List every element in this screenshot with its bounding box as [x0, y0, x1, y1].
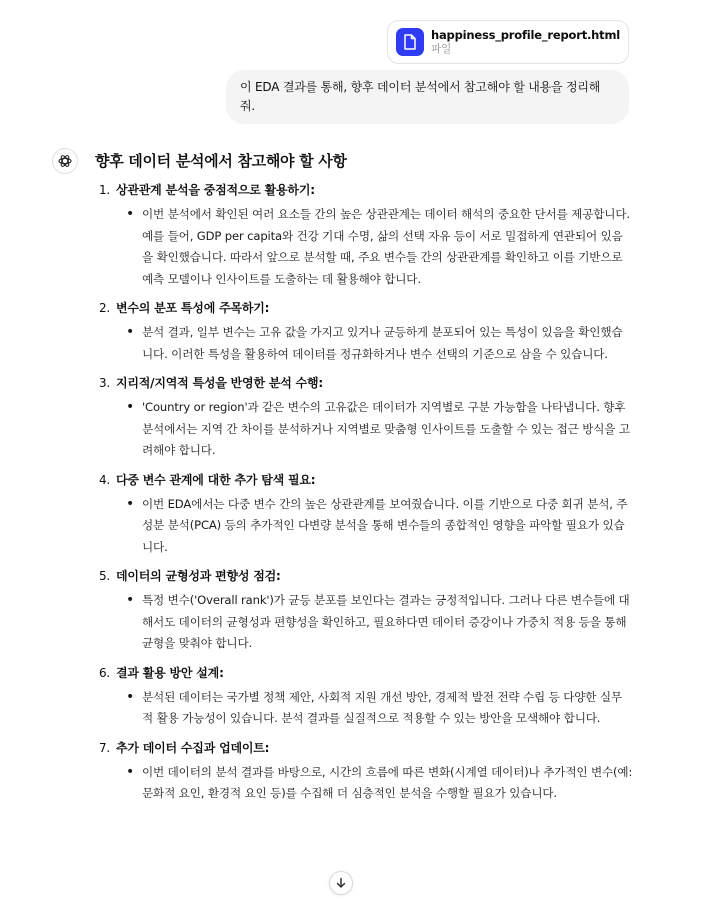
document-icon	[396, 28, 424, 56]
section-title	[95, 298, 633, 318]
section-number: 2.	[98, 301, 110, 315]
bullet-text: 분석된 데이터는 국가별 정책 제안, 사회적 지원 개선 방안, 경제적 발전 전략 수립 등 다양한 실무적 활용 가능성이 있습니다. 분석 결과를 실질적으로 적용할 수 있는 방안을 모색해야 합니다.	[142, 689, 622, 725]
section-number: 4.	[98, 472, 110, 487]
section-title	[95, 373, 633, 393]
user-message-bubble	[226, 70, 629, 124]
bullet-dot: •	[126, 495, 135, 512]
file-type-label: 파일	[431, 42, 452, 55]
section-title-text: 상관관계 분석을 중점적으로 활용하기:	[116, 183, 315, 197]
response-section	[95, 566, 633, 655]
section-number: 3.	[98, 376, 110, 390]
section-number: 5.	[98, 569, 110, 583]
bullet-text: 'Country or region'과 같은 변수의 고유값은 데이터가 지역별로 구분 가능함을 나타냅니다. 향후 분석에서는 지역 간 차이를 분석하거나 지역별로 맞춤형 인사이트를 도출할 수 있는 접근 방식을 고려해야 합니다.	[142, 400, 630, 457]
scroll-to-bottom-button[interactable]	[329, 871, 353, 895]
section-number: 7.	[98, 740, 110, 755]
file-name: happiness_profile_report.html	[431, 28, 620, 43]
list-item	[95, 322, 633, 365]
section-title	[95, 470, 633, 490]
section-title-text: 지리적/지역적 특성을 반영한 분석 수행:	[116, 376, 323, 390]
bullet-dot: •	[126, 206, 135, 222]
response-section	[95, 470, 633, 559]
bullet-dot: •	[126, 763, 135, 780]
response-section	[95, 663, 633, 730]
list-item	[95, 494, 633, 559]
response-section	[95, 373, 633, 462]
section-title	[95, 180, 633, 200]
bullet-text: 이번 분석에서 확인된 여러 요소들 간의 높은 상관관계는 데이터 해석의 중요한 단서를 제공합니다. 예를 들어, GDP per capita와 건강 기대 수명, 삶의 선택 자유 등이 서로 밀접하게 연관되어 있음을 확인했습니다. 따라서 앞으로 분석할 때, 주요 변수들 간의 상관관계를 확인하고 이를 기반으로 예측 모델이나 인사이트를 도출하는 데 활용해야 합니다.	[142, 207, 630, 286]
section-title	[95, 663, 633, 683]
list-item	[95, 204, 633, 290]
file-attachment-card[interactable]	[387, 20, 629, 64]
section-title-text: 다중 변수 관계에 대한 추가 탐색 필요:	[116, 472, 316, 487]
user-message-text: 이 EDA 결과를 통해, 향후 데이터 분석에서 참고해야 할 내용을 정리해줘.	[240, 80, 601, 113]
section-number: 6.	[98, 665, 110, 680]
bullet-dot: •	[126, 592, 135, 608]
section-title-text: 추가 데이터 수집과 업데이트:	[116, 740, 270, 755]
bullet-dot: •	[126, 688, 135, 705]
list-item	[95, 590, 633, 655]
list-item	[95, 687, 633, 730]
assistant-response	[95, 150, 633, 813]
list-item	[95, 397, 633, 462]
section-title-text: 데이터의 균형성과 편향성 점검:	[116, 569, 281, 583]
bullet-text: 이번 EDA에서는 다중 변수 간의 높은 상관관계를 보여줬습니다. 이를 기반으로 다중 회귀 분석, 주성분 분석(PCA) 등의 추가적인 다변량 분석을 통해 변수들의 종합적인 영향을 파악할 필요가 있습니다.	[142, 496, 628, 554]
list-item	[95, 762, 633, 805]
section-title	[95, 738, 633, 758]
response-section	[95, 298, 633, 365]
bullet-text: 이번 데이터의 분석 결과를 바탕으로, 시간의 흐름에 따른 변화(시계열 데이터)나 추가적인 변수(예: 문화적 요인, 환경적 요인 등)를 수집해 더 심층적인 분석을 수행할 필요가 있습니다.	[142, 764, 633, 800]
bullet-dot: •	[126, 324, 135, 340]
bullet-text: 특정 변수('Overall rank')가 균등 분포를 보인다는 결과는 긍정적입니다. 그러나 다른 변수들에 대해서도 데이터의 균형성과 편향성을 확인하고, 필요하다면 데이터 증강이나 가중치 적용 등을 통해 균형을 맞춰야 합니다.	[142, 593, 630, 650]
arrow-down-icon	[335, 877, 347, 889]
section-title-text: 변수의 분포 특성에 주목하기:	[116, 301, 270, 315]
chatgpt-logo-icon	[52, 148, 78, 174]
section-title	[95, 566, 633, 586]
response-section	[95, 180, 633, 290]
response-section	[95, 738, 633, 805]
response-heading: 향후 데이터 분석에서 참고해야 할 사항	[95, 152, 347, 170]
section-title-text: 결과 활용 방안 설계:	[116, 665, 224, 680]
bullet-text: 분석 결과, 일부 변수는 고유 값을 가지고 있거나 균등하게 분포되어 있는 특성이 있음을 확인했습니다. 이러한 특성을 활용하여 데이터를 정규화하거나 변수 선택의 기준으로 삼을 수 있습니다.	[142, 325, 623, 361]
section-number: 1.	[98, 183, 110, 197]
bullet-dot: •	[126, 399, 135, 415]
